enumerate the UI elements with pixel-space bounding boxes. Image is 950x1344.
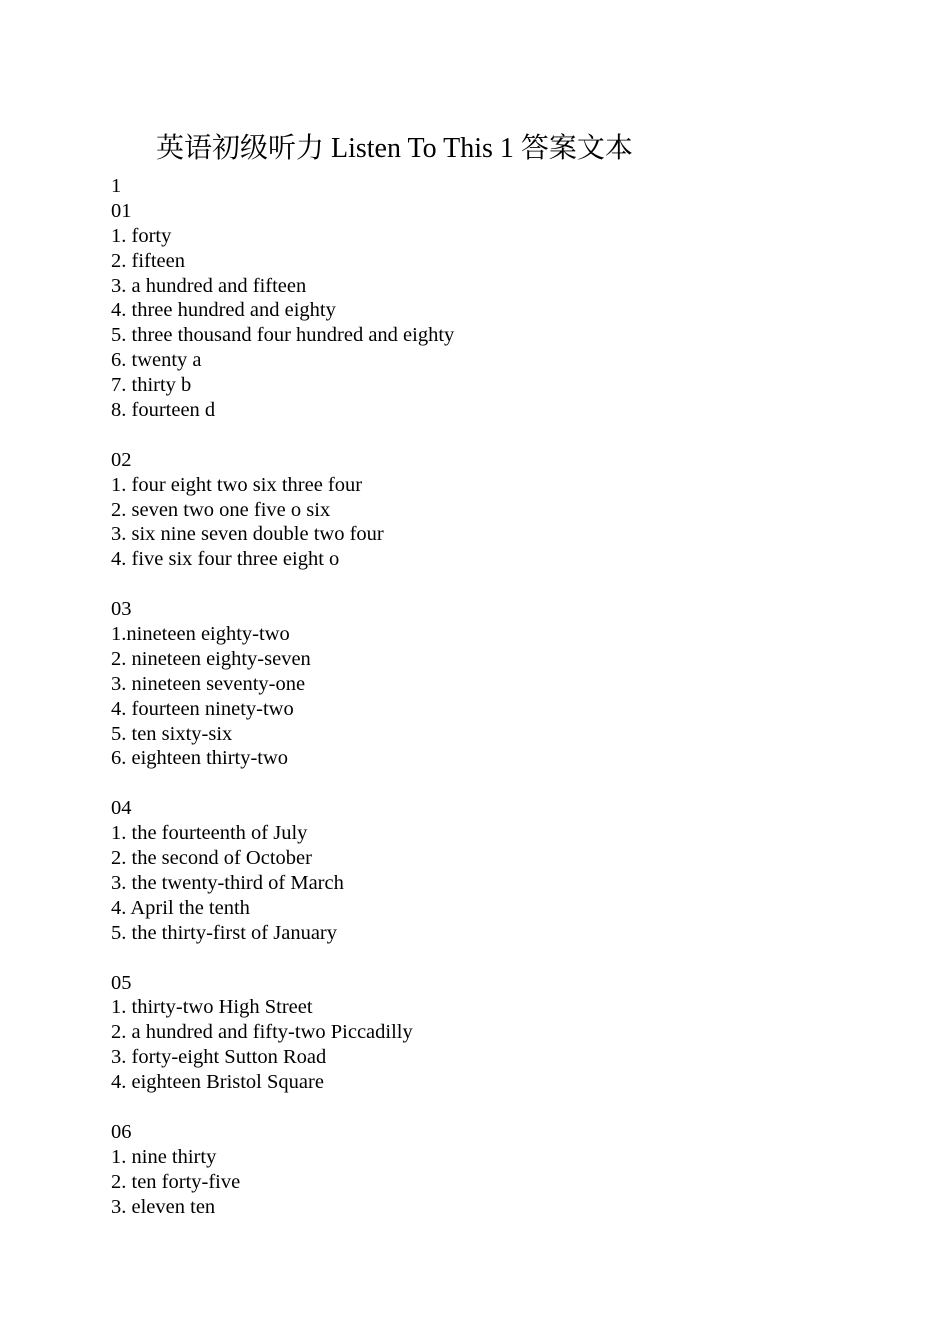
answer-line: 8. fourteen d xyxy=(111,399,216,422)
unit-number: 1 xyxy=(111,175,122,197)
answer-line: 1. the fourteenth of July xyxy=(111,822,308,845)
section-heading: 06 xyxy=(111,1120,132,1143)
answer-line: 3. six nine seven double two four xyxy=(111,523,384,546)
answer-line: 4. fourteen ninety-two xyxy=(111,697,294,720)
answer-line: 2. a hundred and fifty-two Piccadilly xyxy=(111,1021,413,1044)
answer-line: 3. the twenty-third of March xyxy=(111,871,344,894)
answer-line: 3. eleven ten xyxy=(111,1195,216,1218)
section-02 xyxy=(111,448,911,572)
answer-line: 2. ten forty-five xyxy=(111,1170,241,1193)
section-heading: 05 xyxy=(111,971,132,994)
section-05 xyxy=(111,971,911,1095)
answer-line: 6. eighteen thirty-two xyxy=(111,747,289,770)
answer-line: 2. fifteen xyxy=(111,249,185,272)
answer-line: 2. seven two one five o six xyxy=(111,498,331,521)
section-heading: 02 xyxy=(111,448,132,471)
section-03 xyxy=(111,597,911,771)
answer-line: 6. twenty a xyxy=(111,349,202,372)
answer-line: 3. a hundred and fifteen xyxy=(111,274,307,297)
answer-line: 3. forty-eight Sutton Road xyxy=(111,1046,327,1069)
section-heading: 01 xyxy=(111,199,132,222)
section-01 xyxy=(111,199,911,423)
answer-line: 1. four eight two six three four xyxy=(111,473,363,496)
answer-line: 7. thirty b xyxy=(111,374,192,397)
answer-line: 3. nineteen seventy-one xyxy=(111,672,306,695)
section-heading: 03 xyxy=(111,598,132,621)
answer-line: 5. ten sixty-six xyxy=(111,722,233,745)
answer-line: 1. thirty-two High Street xyxy=(111,996,313,1019)
section-heading: 04 xyxy=(111,797,132,820)
answer-line: 4. eighteen Bristol Square xyxy=(111,1071,324,1094)
answer-line: 2. nineteen eighty-seven xyxy=(111,647,311,670)
answer-line: 1. forty xyxy=(111,224,172,247)
document-body xyxy=(111,174,911,1219)
answer-line: 2. the second of October xyxy=(111,847,312,870)
section-06 xyxy=(111,1120,911,1220)
answer-line: 1. nine thirty xyxy=(111,1145,217,1168)
answer-line: 5. the thirty-first of January xyxy=(111,921,338,944)
answer-line: 4. five six four three eight o xyxy=(111,548,340,571)
answer-line: 1.nineteen eighty-two xyxy=(111,623,290,646)
answer-line: 4. three hundred and eighty xyxy=(111,299,336,322)
answer-line: 5. three thousand four hundred and eighty xyxy=(111,324,455,347)
document-title: 英语初级听力 Listen To This 1 答案文本 xyxy=(156,133,633,164)
section-04 xyxy=(111,796,911,945)
answer-line: 4. April the tenth xyxy=(111,896,250,919)
